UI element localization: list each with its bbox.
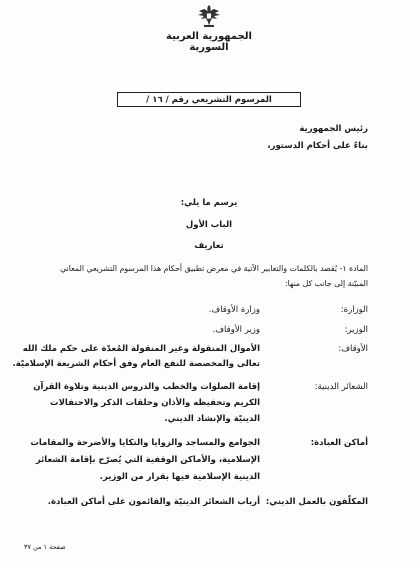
definition-text: الكريم وتحفيظه والأذان وحلقات الذكر والاحتفالات (50, 398, 260, 408)
definition-term: الأوقاف: (338, 344, 368, 354)
preamble: بناءً على أحكام الدستور، (267, 141, 368, 151)
page-number: صفحة ١ من ٣٧ (24, 543, 66, 551)
decree-title: المرسوم التشريعي رقم / ١٦ / (117, 92, 301, 107)
definition-term: أماكن العبادة: (310, 438, 368, 448)
definition-text: وزارة الأوقاف. (208, 305, 260, 315)
article-1-line-1: المادة ١- يُقصد بالكلمات والتعابير الآتية في معرض تطبيق أحكام هذا المرسوم التشريعي المعاني (60, 264, 368, 273)
chapter-heading: الباب الأول (185, 220, 233, 230)
definition-text: الجوامع والمساجد والزوايا والتكايا والأضرحة والمقامات (30, 438, 260, 448)
definition-term: الوزارة: (340, 305, 368, 315)
definition-text: أرباب الشعائر الدينيّة والقائمون على أماكن العبادة. (47, 497, 260, 507)
definition-term: الشعائر الدينية: (314, 382, 368, 392)
syrian-eagle-emblem-icon (196, 3, 222, 29)
definition-text: وزير الأوقاف. (212, 325, 260, 335)
president-heading: رئيس الجمهورية (299, 124, 368, 134)
chapter-title: تعاريف (194, 241, 224, 251)
definition-text: الإسلامية، والأماكن الوقفية التي يُصرّح بإقامة الشعائر (35, 455, 260, 465)
definition-term: الوزير: (344, 325, 368, 335)
definition-term: المكلّفون بالعمل الديني: (265, 497, 368, 507)
definition-text: الأموال المنقولة وغير المنقولة المُعدّة على حكم ملك الله (22, 344, 260, 354)
definition-text: الدينية الإسلامية فيها بقرار من الوزير. (99, 472, 260, 482)
definition-text: الدينيّة والإنشاد الديني. (164, 414, 260, 424)
definition-text: إقامة الصلوات والخطب والدروس الدينية وتلاوة القرآن (33, 382, 260, 392)
definition-text: تعالى والمخصصة للنفع العام وفق أحكام الشريعة الإسلاميّة. (12, 359, 260, 369)
article-1-line-2: المبيّنة إلى جانب كل منها: (284, 279, 368, 288)
decrees-line: يرسم ما يلي: (180, 198, 238, 208)
country-name: الجمهورية العربية السورية (166, 31, 252, 53)
